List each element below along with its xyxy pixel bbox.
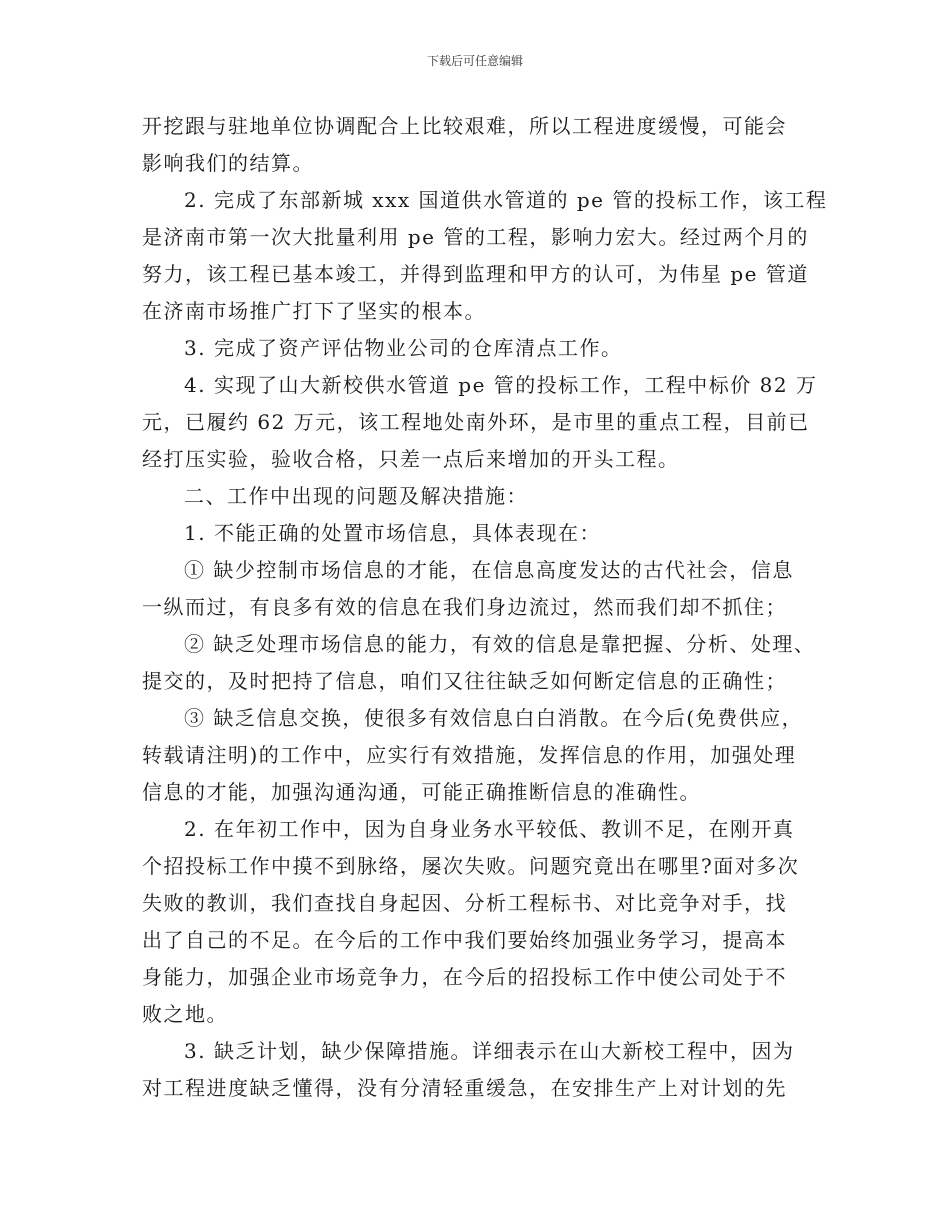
text-line: 败之地。: [142, 1002, 228, 1026]
text-line: ① 缺少控制市场信息的才能，在信息高度发达的古代社会，信息: [184, 558, 794, 582]
paragraph: [142, 108, 810, 182]
text-line: 3. 缺乏计划，缺少保障措施。详细表示在山大新校工程中，因为: [184, 1039, 795, 1063]
page-header-note: 下载后可任意编辑: [426, 54, 523, 68]
text-line: 失败的教训，我们查找自身起因、分析工程标书、对比竞争对手，找: [142, 891, 787, 915]
paragraph: [142, 182, 828, 330]
text-line: 提交的，及时把持了信息，咱们又往往缺乏如何断定信息的正确性；: [142, 669, 787, 693]
paragraph: [142, 367, 818, 478]
text-line: 一纵而过，有良多有效的信息在我们身边流过，然而我们却不抓住；: [142, 595, 787, 619]
paragraph: [142, 700, 810, 811]
text-line: 努力，该工程已基本竣工，并得到监理和甲方的认可，为伟星 pe 管道: [142, 262, 809, 286]
paragraph: [142, 552, 810, 626]
document-body: [142, 108, 828, 1107]
text-line: 信息的才能，加强沟通沟通，可能正确推断信息的准确性。: [142, 780, 701, 804]
paragraph: [142, 330, 810, 367]
text-line: 影响我们的结算。: [142, 151, 314, 175]
text-line: 出了自己的不足。在今后的工作中我们要始终加强业务学习，提高本: [142, 928, 787, 952]
text-line: 是济南市第一次大批量利用 pe 管的工程，影响力宏大。经过两个月的: [142, 225, 809, 249]
paragraph: [142, 515, 810, 552]
text-line: 2. 完成了东部新城 xxx 国道供水管道的 pe 管的投标工作，该工程: [184, 188, 828, 212]
paragraph: [142, 811, 810, 1033]
text-line: 开挖跟与驻地单位协调配合上比较艰难，所以工程进度缓慢，可能会: [142, 114, 787, 138]
paragraph: [142, 626, 816, 700]
text-line: 对工程进度缺乏懂得，没有分清轻重缓急，在安排生产上对计划的先: [142, 1076, 787, 1100]
text-line: 在济南市场推广打下了坚实的根本。: [142, 299, 486, 323]
text-line: ③ 缺乏信息交换，使很多有效信息白白消散。在今后(免费供应，: [184, 706, 804, 730]
text-line: 转载请注明)的工作中，应实行有效措施，发挥信息的作用，加强处理: [142, 743, 797, 767]
text-line: 个招投标工作中摸不到脉络，屡次失败。问题究竟出在哪里?面对多次: [142, 854, 800, 878]
text-line: 4. 实现了山大新校供水管道 pe 管的投标工作，工程中标价 82 万: [184, 373, 818, 397]
text-line: 3. 完成了资产评估物业公司的仓库清点工作。: [184, 336, 623, 360]
paragraph: [142, 1033, 810, 1107]
section-heading: [142, 478, 810, 515]
text-line: 二、工作中出现的问题及解决措施：: [184, 484, 528, 508]
text-line: 经打压实验，验收合格，只差一点后来增加的开头工程。: [142, 447, 680, 471]
text-line: 元，已履约 62 万元，该工程地处南外环，是市里的重点工程，目前已: [142, 410, 810, 434]
text-line: 1. 不能正确的处置市场信息，具体表现在：: [184, 521, 601, 545]
text-line: 2. 在年初工作中，因为自身业务水平较低、教训不足，在刚开真: [184, 817, 795, 841]
text-line: ② 缺乏处理市场信息的能力，有效的信息是靠把握、分析、处理、: [184, 632, 816, 656]
text-line: 身能力，加强企业市场竞争力，在今后的招投标工作中使公司处于不: [142, 965, 787, 989]
